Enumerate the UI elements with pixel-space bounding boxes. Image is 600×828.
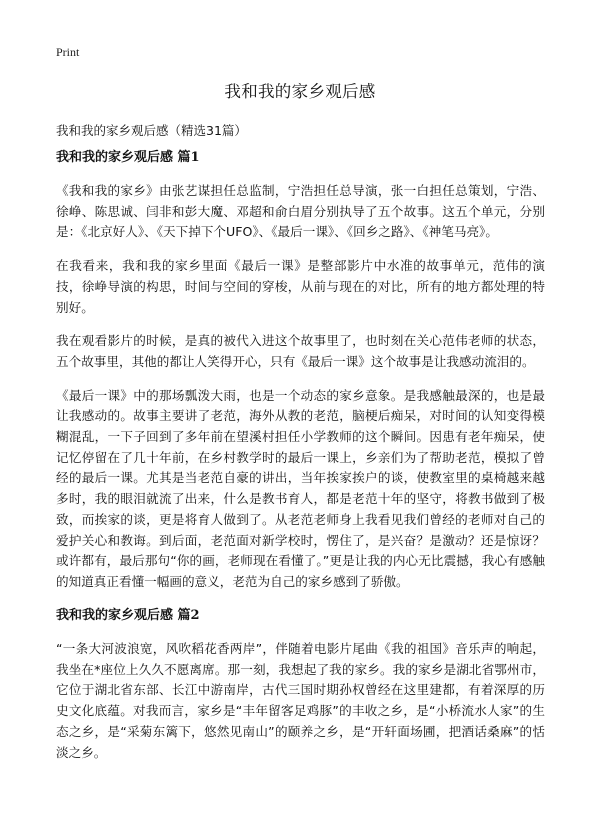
paragraph: 我在观看影片的时候，是真的被代入进这个故事里了，也时刻在关心范伟老师的状态，五个故事里，其他的都让人笑得开心，只有《最后一课》这个故事是让我感动流泪的。 xyxy=(56,333,545,369)
paragraph: 《我和我的家乡》由张艺谋担任总监制，宁浩担任总导演，张一白担任总策划，宁浩、徐峥、陈思诚、闫非和彭大魔、邓超和俞白眉分别执导了五个故事。这五个单元，分别是：《北京好人》、《天下掉下个UFO》、《最后一课》、《回乡之路》、《神笔马亮》。 xyxy=(56,183,545,240)
essay-section-1 xyxy=(56,149,545,606)
section-heading: 我和我的家乡观后感 篇2 xyxy=(56,608,200,623)
paragraph: 在我看来，我和我的家乡里面《最后一课》是整部影片中水准的故事单元，范伟的演技，徐峥导演的构思，时间与空间的穿梭，从前与现在的对比，所有的地方都处理的特别好。 xyxy=(56,258,545,315)
paragraph: 《最后一课》中的那场瓢泼大雨，也是一个动态的家乡意象。是我感触最深的，也是最让我感动的。故事主要讲了老范，海外从教的老范，脑梗后痴呆，对时间的认知变得模糊混乱，一下子回到了多年前在望溪村担任小学教师的这个瞬间。因患有老年痴呆，使记忆停留在了几十年前，在乡村教学时的最后一课上，乡亲们为了帮助老范，模拟了曾经的最后一课。尤其是当老范自豪的讲出，当年挨家挨户的谈，使教室里的桌椅越来越多时，我的眼泪就流了出来，什么是教书育人，都是老范十年的坚守，将教书做到了极致，而挨家的谈，更是将育人做到了。从老范老师身上我看见我们曾经的老师对自己的爱护关心和教诲。到后面，老范面对新学校时，愣住了，是兴奋？是激动？还是惊讶？或许都有，最后那句“你的画，老师现在看懂了。”更是让我的内心无比震撼，我心有感触的知道真正看懂一幅画的意义，老范为自己的家乡感到了骄傲。 xyxy=(56,387,545,589)
essay-section-2 xyxy=(56,607,545,776)
page-subtitle: 我和我的家乡观后感（精选31篇） xyxy=(56,123,247,138)
page-title: 我和我的家乡观后感 xyxy=(224,82,376,101)
print-link[interactable]: Print xyxy=(56,45,80,59)
paragraph: “一条大河波浪宽，风吹稻花香两岸”，伴随着电影片尾曲《我的祖国》音乐声的响起，我坐在*座位上久久不愿离席。那一刻，我想起了我的家乡。我的家乡是湖北省鄂州市，它位于湖北省东部、长江中游南岸，古代三国时期孙权曾经在这里建都，有着深厚的历史文化底蕴。对我而言，家乡是“丰年留客足鸡豚”的丰收之乡，是“小桥流水人家”的生态之乡，是“采菊东篱下，悠然见南山”的颐养之乡，是“开轩面场圃，把酒话桑麻”的恬淡之乡。 xyxy=(56,641,545,760)
section-heading: 我和我的家乡观后感 篇1 xyxy=(56,150,200,165)
